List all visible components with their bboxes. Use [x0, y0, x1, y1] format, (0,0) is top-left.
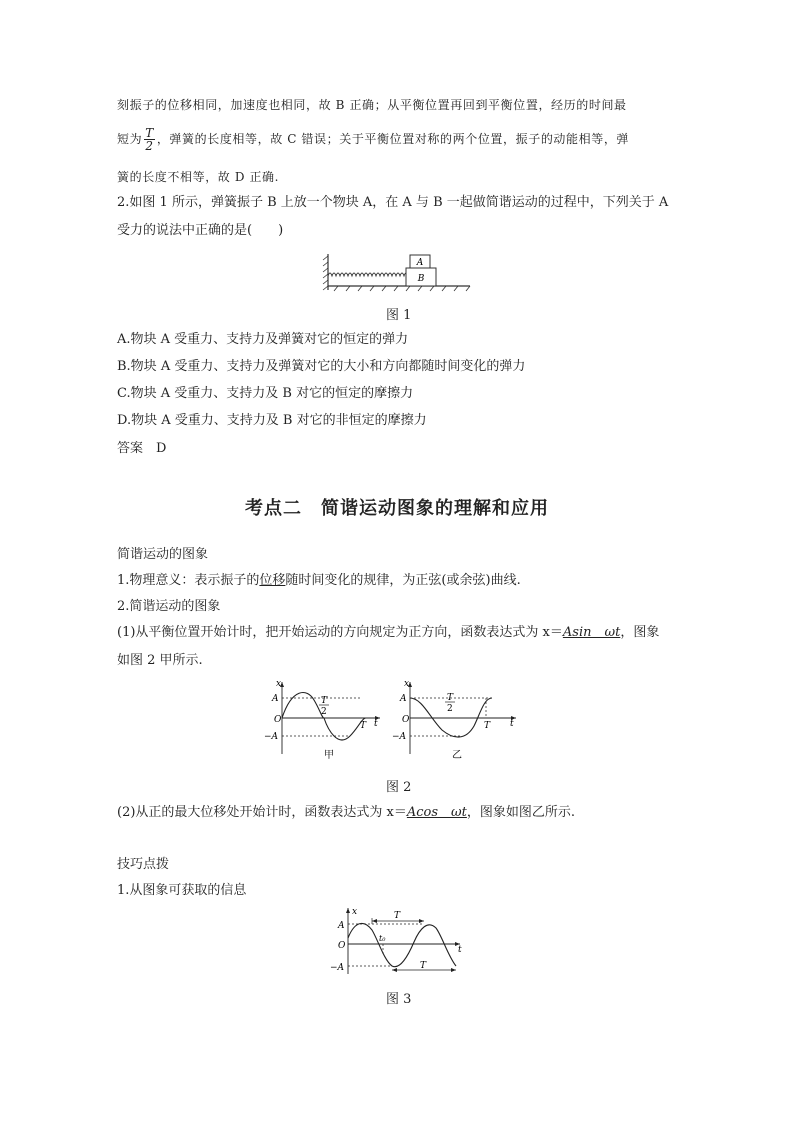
item-2-heading: 2.简谐运动的图象 [117, 599, 221, 614]
answer: 答案 D [117, 441, 167, 456]
label-neg-a-right: −A [392, 732, 407, 742]
fraction-t-over-2 [144, 127, 155, 152]
label-neg-a: −A [330, 963, 345, 973]
label-period-left: T [360, 721, 367, 731]
para-2-suffix: ，图象如图乙所示. [466, 805, 576, 820]
figure-1-caption: 图 1 [386, 308, 412, 323]
block-b-label: B [417, 274, 425, 284]
label-o: O [338, 941, 346, 951]
label-t-left: t [374, 719, 378, 729]
label-o-left: O [274, 715, 282, 725]
sub-caption-left: 甲 [324, 750, 334, 761]
label-o-right: O [402, 715, 410, 725]
option-d: D.物块 A 受重力、支持力及 B 对它的非恒定的摩擦力 [117, 413, 427, 428]
prev-solution-line-2-suffix: ，弹簧的长度相等，故 C 错误；关于平衡位置对称的两个位置，振子的动能相等，弹 [156, 132, 630, 146]
floor-hatching [334, 286, 470, 291]
label-neg-a-left: −A [264, 732, 279, 742]
prev-solution-line-2 [117, 124, 629, 154]
half-period-den-left: 2 [321, 707, 327, 717]
para-2-formula: Acos ωt [406, 805, 467, 820]
figure-3-caption: 图 3 [386, 992, 412, 1007]
figure-3-drawing [346, 908, 460, 974]
half-period-den-right: 2 [447, 704, 453, 714]
fraction-numerator: T [145, 126, 154, 140]
wall-hatching [323, 256, 328, 290]
prev-solution-line-3: 簧的长度不相等，故 D 正确. [117, 170, 280, 184]
item-1-prefix: 1.物理意义：表示振子的 [117, 573, 260, 588]
item-1-physical-meaning [117, 572, 521, 590]
option-b: B.物块 A 受重力、支持力及弹簧对它的大小和方向都随时间变化的弹力 [117, 359, 526, 374]
tips-heading: 技巧点拨 [117, 857, 170, 872]
prev-solution-line-1: 刻振子的位移相同，加速度也相同，故 B 正确；从平衡位置再回到平衡位置，经历的时间最 [117, 98, 627, 112]
item-1-suffix: 随时间变化的规律，为正弦(或余弦)曲线. [285, 573, 521, 588]
fraction-denominator: 2 [145, 139, 154, 153]
label-x: x [352, 907, 358, 917]
para-1-formula: Asin ωt [562, 625, 621, 640]
label-a-right: A [400, 694, 407, 704]
figure-2-graphs [262, 678, 522, 764]
figure-3-graph [328, 904, 468, 978]
item-1-underline: 位移 [259, 573, 286, 588]
wave-curve [348, 923, 456, 966]
figure-2-caption: 图 2 [386, 780, 412, 795]
label-a: A [338, 921, 345, 931]
block-a-label: A [416, 258, 424, 268]
label-t-right: t [510, 719, 514, 729]
prev-solution-line-2-prefix: 短为 [117, 132, 143, 146]
para-1-suffix: ，图象 [620, 625, 660, 640]
para-1-line-1 [117, 624, 659, 642]
para-2-prefix: (2)从正的最大位移处开始计时，函数表达式为 x＝ [117, 805, 407, 820]
half-period-num-right: T [447, 693, 454, 703]
graph-right-cosine [408, 682, 516, 754]
label-x-right: x [404, 679, 410, 689]
label-period-right: T [484, 721, 491, 731]
option-c: C.物块 A 受重力、支持力及 B 对它的恒定的摩擦力 [117, 386, 414, 401]
label-t: t [458, 945, 462, 955]
label-period-bottom: T [420, 961, 427, 971]
label-x-left: x [276, 679, 282, 689]
sub-caption-right: 乙 [452, 750, 462, 761]
label-a-left: A [272, 694, 279, 704]
half-period-num-left: T [321, 696, 328, 706]
section-title: 考点二 简谐运动图象的理解和应用 [245, 498, 549, 519]
question-2-stem-line-2: 受力的说法中正确的是( ) [117, 223, 284, 238]
graph-left-sine [280, 682, 380, 754]
label-period-top: T [394, 911, 401, 921]
para-1-line-2: 如图 2 甲所示. [117, 653, 203, 668]
figure-1-spring-oscillator [320, 250, 472, 296]
question-2-stem-line-1: 2.如图 1 所示，弹簧振子 B 上放一个物块 A，在 A 与 B 一起做简谐运动的过程中，下列关于 A [117, 195, 669, 210]
section-subhead: 简谐运动的图象 [117, 547, 209, 562]
option-a: A.物块 A 受重力、支持力及弹簧对它的恒定的弹力 [117, 332, 409, 347]
para-1-prefix: (1)从平衡位置开始计时，把开始运动的方向规定为正方向，函数表达式为 x＝ [117, 625, 563, 640]
tips-item-1: 1.从图象可获取的信息 [117, 883, 247, 898]
label-t0: t₀ [379, 934, 386, 943]
para-2 [117, 804, 575, 822]
